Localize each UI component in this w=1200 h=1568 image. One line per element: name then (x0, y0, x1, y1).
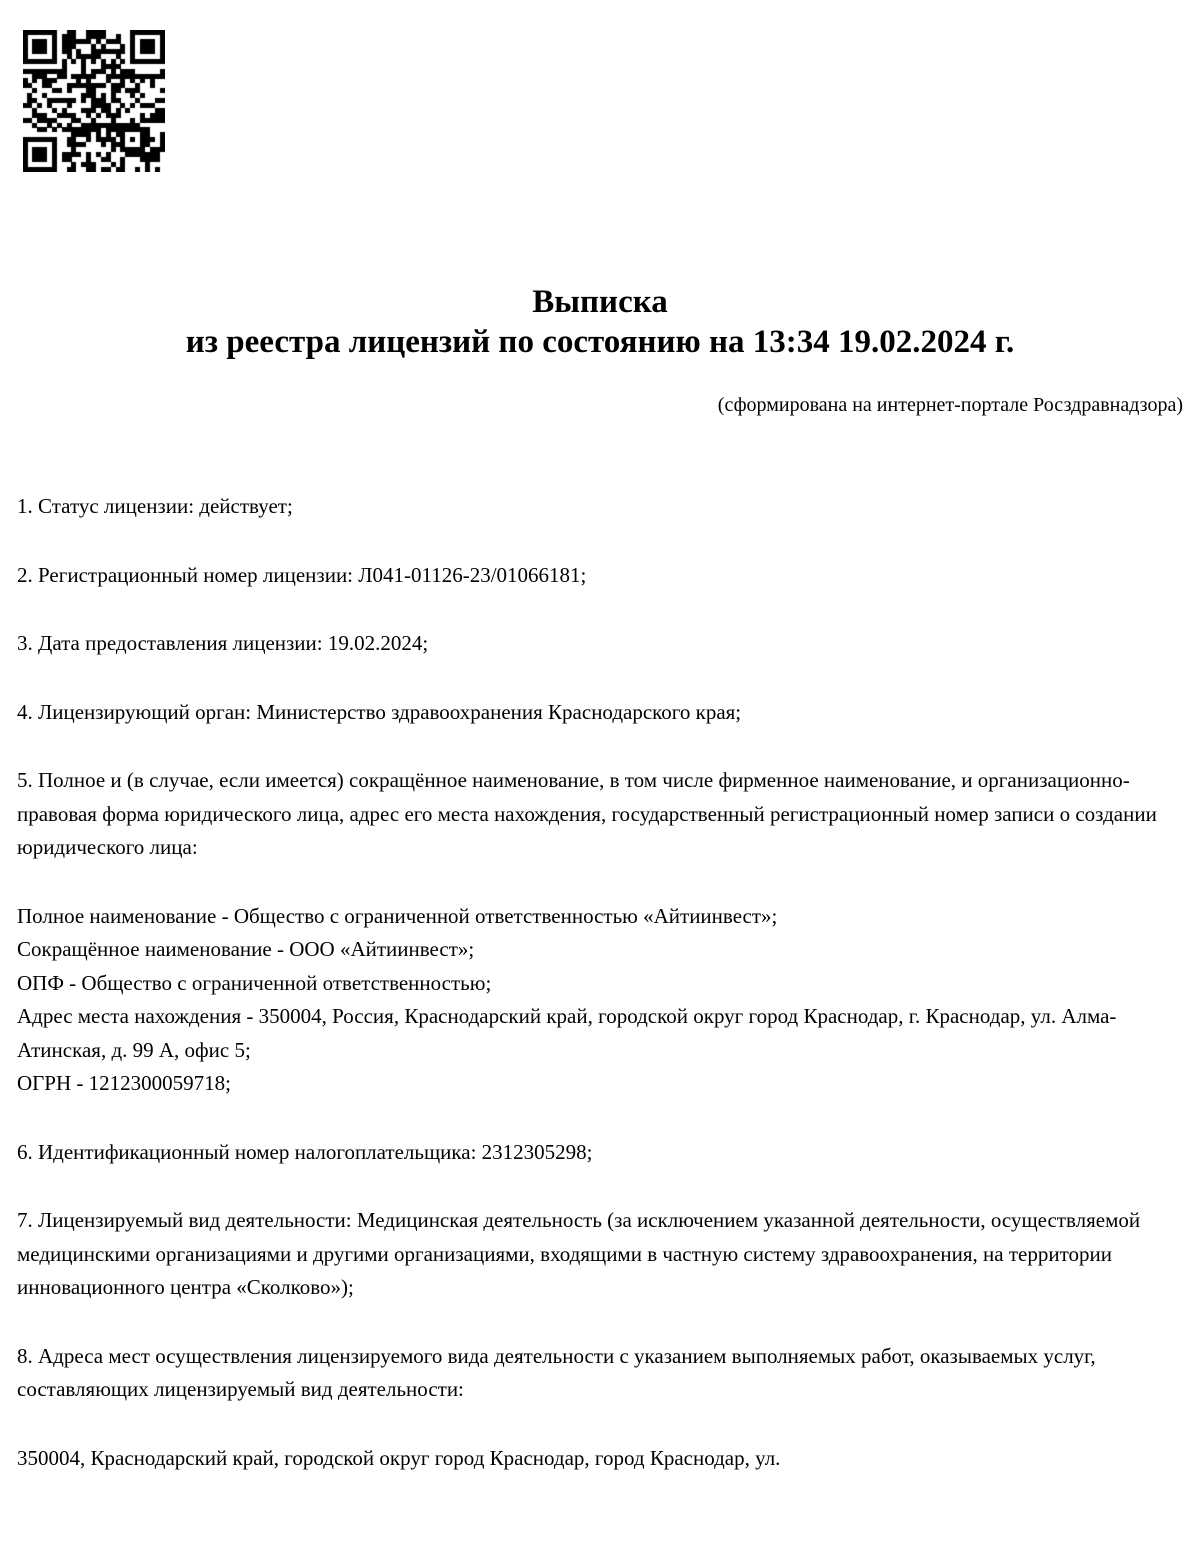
paragraph: 4. Лицензирующий орган: Министерство здравоохранения Краснодарского края; (17, 699, 742, 724)
paragraph-line: Сокращённое наименование - ООО «Айтиинвест»; (17, 937, 475, 961)
paragraph-line: Полное наименование - Общество с ограниченной ответственностью «Айтиинвест»; (17, 903, 778, 928)
paragraph: 8. Адреса мест осуществления лицензируемого вида деятельности с указанием выполняемых работ, оказываемых услуг, составляющих лицензируемый вид деятельности: (17, 1343, 1096, 1401)
paragraph: 6. Идентификационный номер налогоплательщика: 2312305298; (17, 1139, 593, 1164)
document-title (17, 282, 1183, 362)
subtitle: (сформирована на интернет-портале Росздравнадзора) (717, 394, 1183, 416)
paragraph: 2. Регистрационный номер лицензии: Л041-01126-23/01066181; (17, 562, 587, 587)
paragraph: 7. Лицензируемый вид деятельности: Медицинская деятельность (за исключением указанной деятельности, осуществляемой медицинскими организациями и другими организациями, входящими в частную систему здравоохранения, на территории инновационного центра «Сколково»); (17, 1208, 1141, 1299)
title-line-1: Выписка (532, 284, 668, 320)
qr-code (23, 30, 165, 172)
paragraph: 3. Дата предоставления лицензии: 19.02.2024; (17, 631, 429, 655)
paragraph-line: Адрес места нахождения - 350004, Россия, Краснодарский край, городской округ город Краснодар, г. Краснодар, ул. Алма-Атинская, д. 99 А, офис 5; (17, 1004, 1117, 1062)
paragraph-line: ОПФ - Общество с ограниченной ответственностью; (17, 970, 492, 995)
paragraph (17, 900, 1183, 1101)
paragraph-line: ОГРН - 1212300059718; (17, 1071, 231, 1095)
paragraph: 350004, Краснодарский край, городской округ город Краснодар, город Краснодар, ул. (17, 1445, 781, 1470)
title-line-2: из реестра лицензий по состоянию на 13:34 19.02.2024 г. (185, 324, 1015, 360)
paragraph: 1. Статус лицензии: действует; (17, 494, 293, 518)
paragraph: 5. Полное и (в случае, если имеется) сокращённое наименование, в том числе фирменное наименование, и организационно-правовая форма юридического лица, адрес его места нахождения, государственный регистрационный номер записи о создании юридического лица: (17, 768, 1157, 859)
document-body (17, 490, 1183, 1475)
